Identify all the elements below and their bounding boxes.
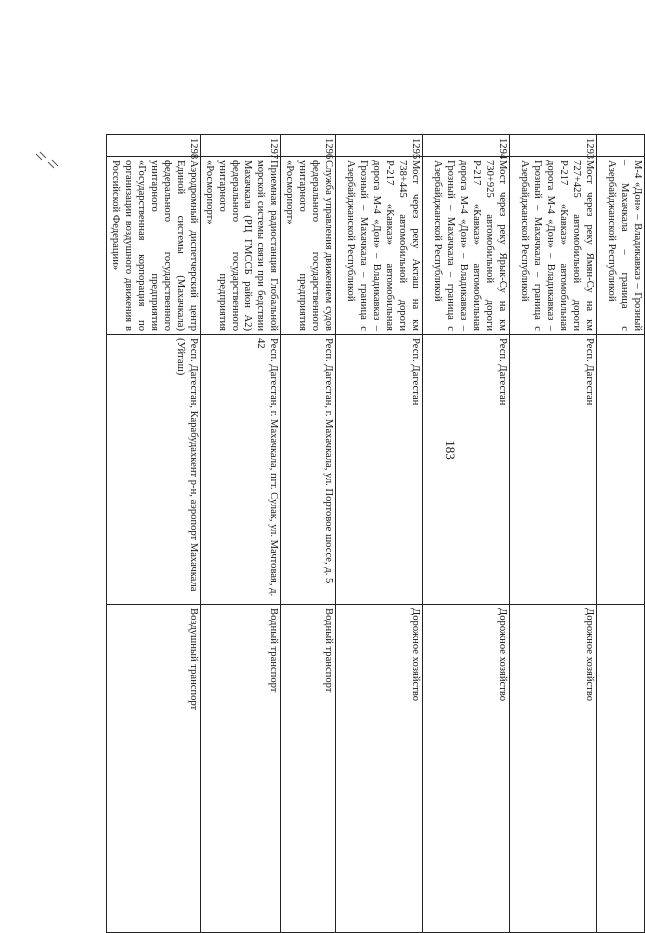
row-number: 1296 bbox=[281, 135, 336, 157]
object-sphere bbox=[597, 605, 645, 933]
object-address: Респ. Дагестан bbox=[510, 335, 597, 605]
table-row bbox=[423, 135, 510, 933]
object-address: Респ. Дагестан, Карабудахкент р-н, аэропорт Махачкала (Уйташ) bbox=[107, 335, 200, 605]
table-row bbox=[597, 135, 645, 933]
row-number: 1295 bbox=[336, 135, 423, 157]
object-address bbox=[597, 335, 645, 605]
page-number: 183 bbox=[443, 440, 458, 460]
object-name: Мост через реку Акташ на км 738+445 автомобильной дороги Р-217 «Кавказ» автомобильная дорога М-4 «Дон» – Владикавказ – Грозный – Махачкала – граница с Азербайджанской Республикой bbox=[336, 157, 423, 335]
object-name: Мост через реку Ямян-Су на км 727+425 автомобильной дороги Р-217 «Кавказ» автомобильная дорога М-4 «Дон» – Владикавказ – Грозный – Махачкала – граница с Азербайджанской Республикой bbox=[510, 157, 597, 335]
row-number: 1294 bbox=[423, 135, 510, 157]
object-sphere: Дорожное хозяйство bbox=[423, 605, 510, 933]
object-sphere: Дорожное хозяйство bbox=[336, 605, 423, 933]
object-sphere: Дорожное хозяйство bbox=[510, 605, 597, 933]
object-name: Служба управления движением судов федерального государственного унитарного предприятия «Росморпорт» bbox=[281, 157, 336, 335]
row-number: 1298 bbox=[107, 135, 200, 157]
table-row bbox=[281, 135, 336, 933]
scan-artifact-mark bbox=[34, 150, 64, 172]
table-row bbox=[200, 135, 281, 933]
rotated-table-area bbox=[100, 67, 643, 865]
object-sphere: Водный транспорт bbox=[200, 605, 281, 933]
table-row bbox=[336, 135, 423, 933]
object-address: Респ. Дагестан, г. Махачкала, пгт. Сулак, ул. Мачтовая, д. 42 bbox=[200, 335, 281, 605]
object-address: Респ. Дагестан, г. Махачкала, ул. Портовое шоссе, д. 5 bbox=[281, 335, 336, 605]
rotated-table-container bbox=[110, 134, 645, 932]
object-name: М-4 «Дон» – Владикавказ – Грозный – Махачкала – граница с Азербайджанской Республикой bbox=[597, 157, 645, 335]
object-name: Аэродромный диспетчерский центр Единой системы (Махачкала) федерального государственного унитарного предприятия «Государственная корпорация по организации воздушного движения в Российской Федерации» bbox=[107, 157, 200, 335]
object-sphere: Водный транспорт bbox=[281, 605, 336, 933]
object-address: Респ. Дагестан bbox=[336, 335, 423, 605]
row-number: 1293 bbox=[510, 135, 597, 157]
row-number: 1297 bbox=[200, 135, 281, 157]
registry-table bbox=[106, 134, 645, 933]
table-row bbox=[510, 135, 597, 933]
object-address: Респ. Дагестан bbox=[423, 335, 510, 605]
object-sphere: Воздушный транспорт bbox=[107, 605, 200, 933]
table-row bbox=[107, 135, 200, 933]
row-number bbox=[597, 135, 645, 157]
object-name: Мост через реку Ярык-Су на км 730+925 автомобильной дороги Р-217 «Кавказ» автомобильная дорога М-4 «Дон» – Владикавказ – Грозный – Махачкала – граница с Азербайджанской Республикой bbox=[423, 157, 510, 335]
object-name: Приемная радиостанция Глобальной морской системы связи при бедствии Махачкала (РЦ ГМССБ район А2) федерального государственного унитарного предприятия «Росморпорт» bbox=[200, 157, 281, 335]
